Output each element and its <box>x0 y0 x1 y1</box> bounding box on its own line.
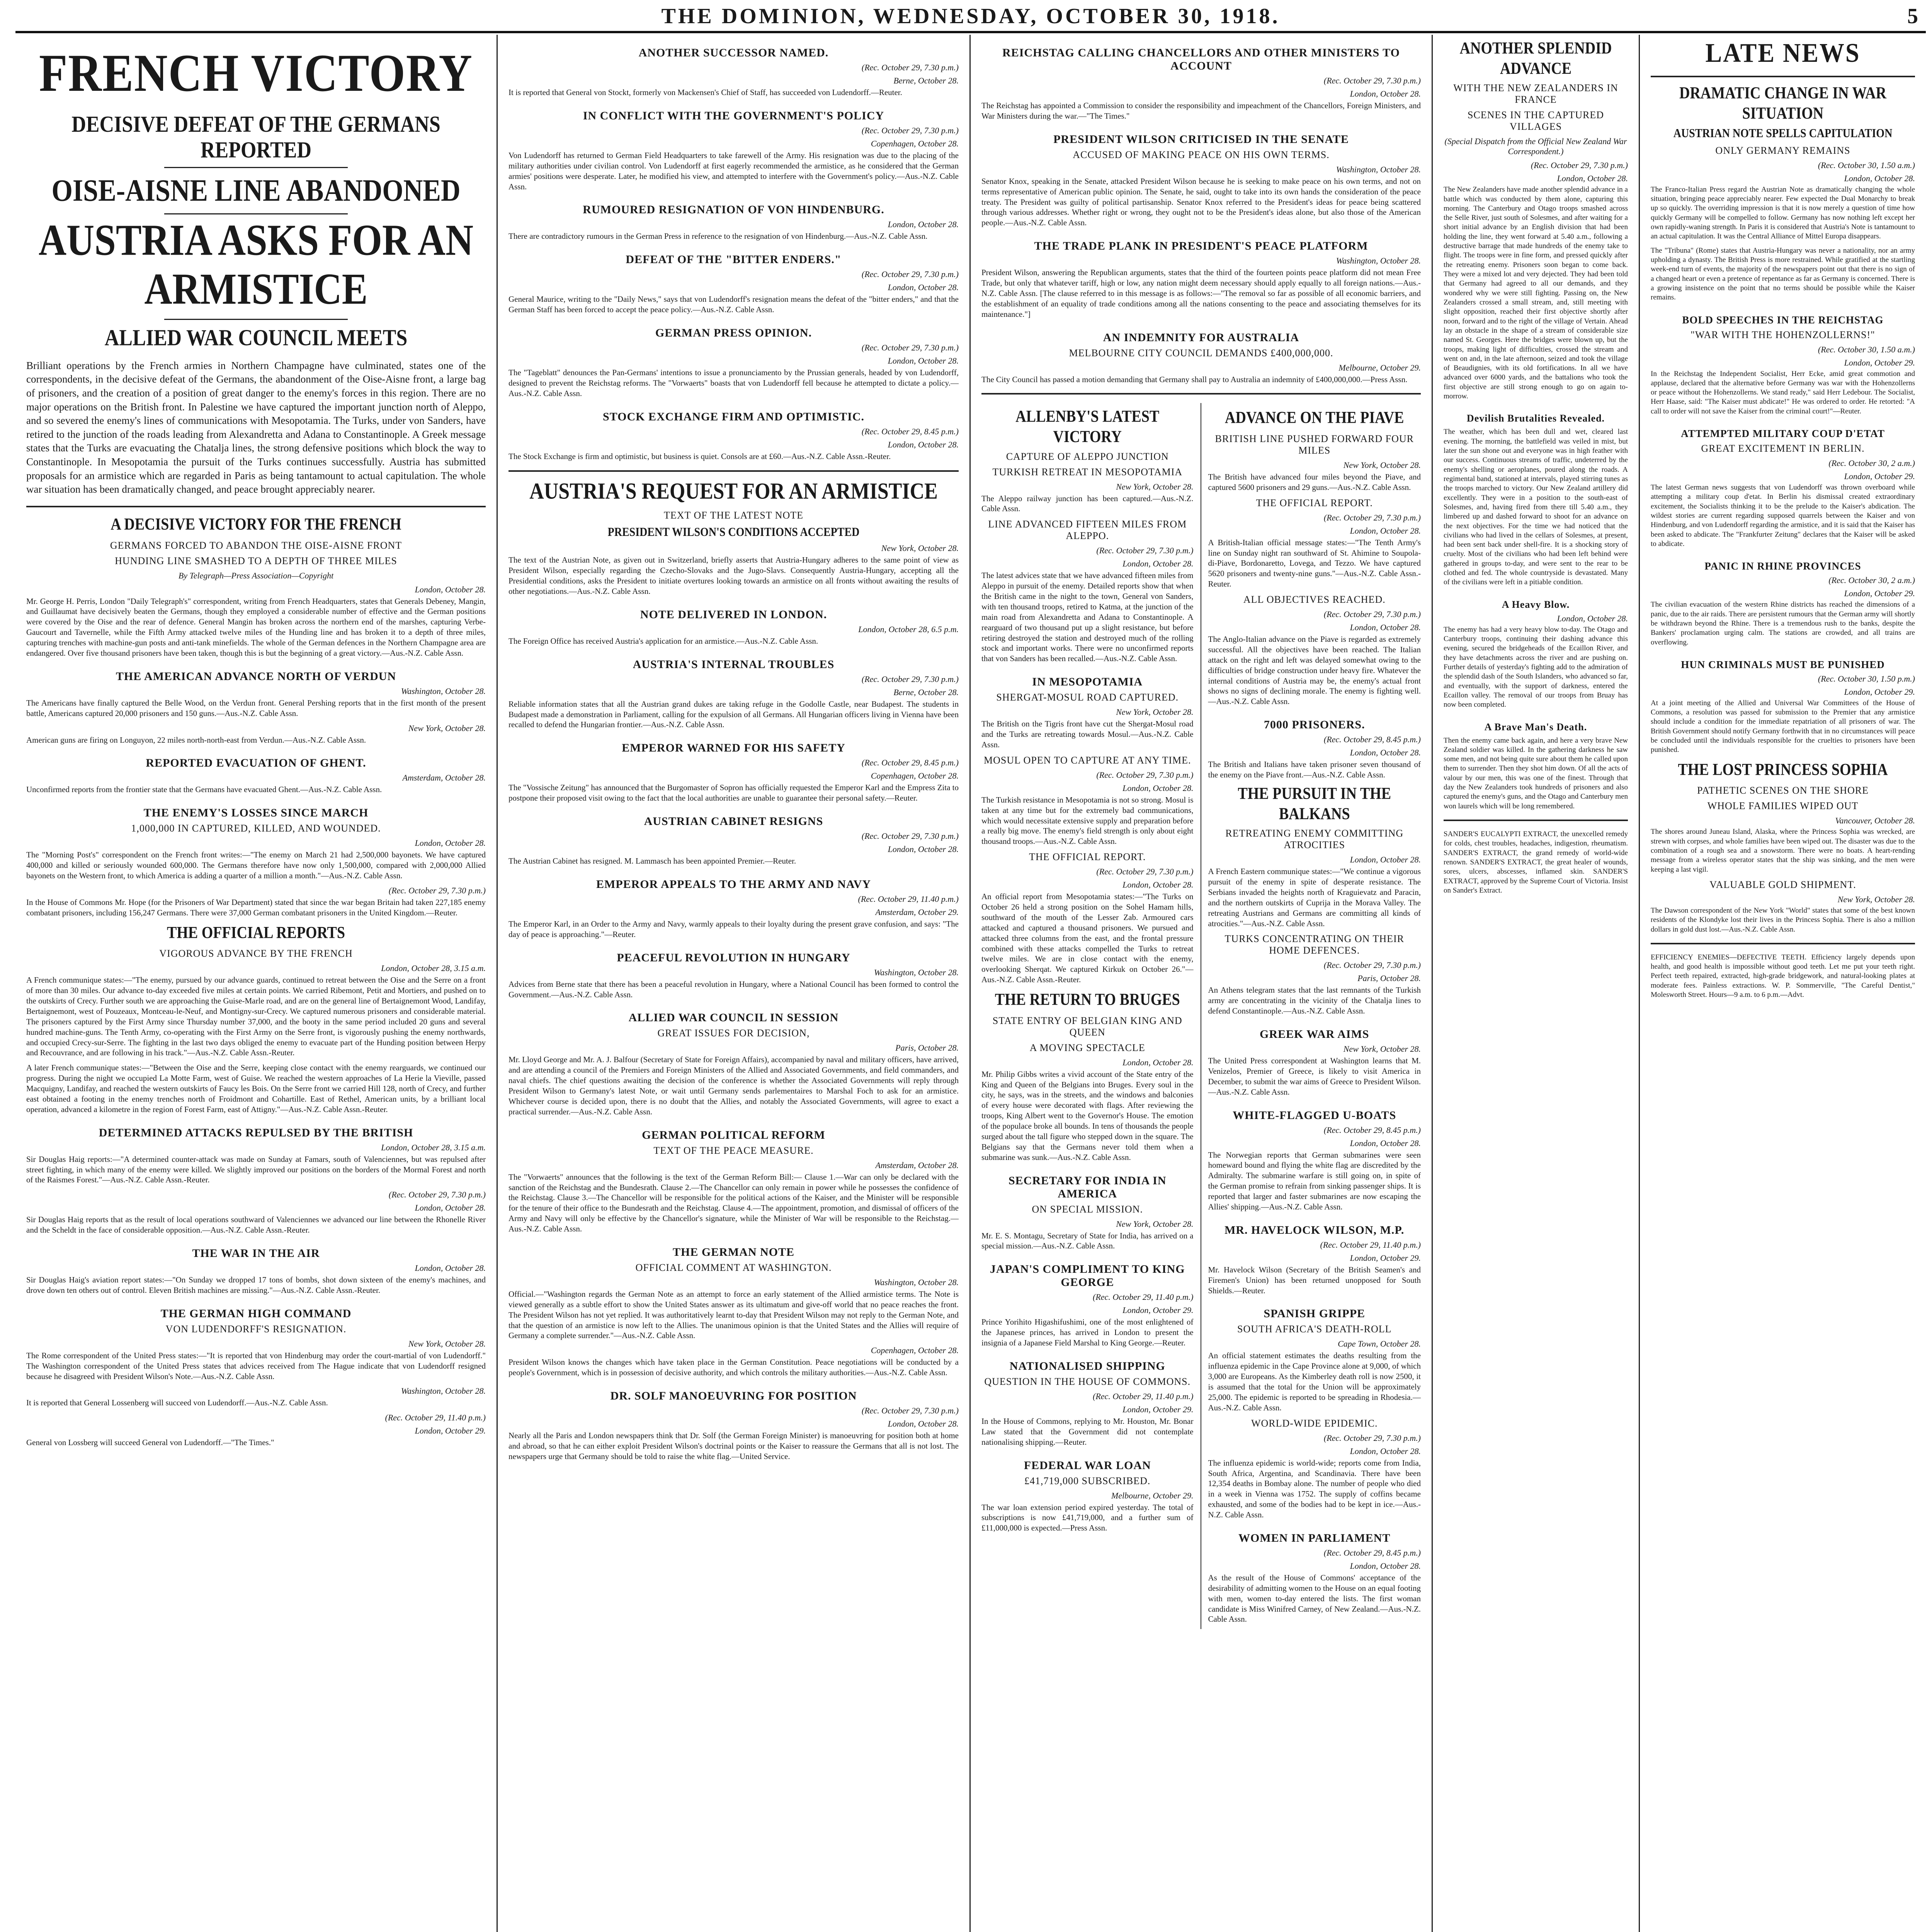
dateline: (Rec. October 29, 11.40 p.m.) <box>1093 1391 1194 1401</box>
story-body: An Athens telegram states that the last remnants of the Turkish army are concentrating in the vicinity of the Chatalja lines to defend Constantinople.—Aus.-N.Z. Cable Assn. <box>1208 985 1421 1016</box>
advertisement: EFFICIENCY ENEMIES—DEFECTIVE TEETH. Efficiency largely depends upon health, and good health is impossible without good teeth. Let me put your teeth right. Perfect teeth repaired, extracted, high-grade bridgework, and natural-looking plates at moderate fees. Painless extractions. W. P. Sommerville, "The Careful Dentist," Molesworth Street. Hours—9 a.m. to 6 p.m.—Advt. <box>1651 953 1915 999</box>
story-head: EMPEROR APPEALS TO THE ARMY AND NAVY <box>596 878 871 891</box>
story-subhead: SCENES IN THE CAPTURED VILLAGES <box>1467 109 1604 133</box>
dateline: Amsterdam, October 29. <box>875 907 959 917</box>
dateline: (Rec. October 29, 7.30 p.m.) <box>1323 609 1421 619</box>
headline-princess-sophia: THE LOST PRINCESS SOPHIA <box>1678 760 1888 779</box>
story-body: Then the enemy came back again, and here a very brave New Zealand soldier was killed. In the gathering darkness he saw some men, and not being quite sure about them he called upon them to surrender. Then they shot him down. Of all the acts of valour by our men, this was one of the finest. Through that day the New Zealanders took hundreds of prisoners and also captured the enemy's guns, and the Otago and Canterbury men won laurels which will be long remembered. <box>1444 736 1628 810</box>
story-head: PANIC IN RHINE PROVINCES <box>1704 560 1861 572</box>
dateline: (Rec. October 29, 7.30 p.m.) <box>388 1190 486 1200</box>
story-body: President Wilson knows the changes which have taken place in the German Constitution. Peace negotiations will be conducted by a people's Government, which is in possession of decisive authority, and which controls the military authorities.—Aus.-N.Z. Cable Assn. <box>509 1357 959 1378</box>
story-subhead: TURKISH RETREAT IN MESOPOTAMIA <box>992 466 1183 478</box>
story-body: The weather, which has been dull and wet, cleared last evening. The morning, the battlefield was veiled in mist, but later the sun shone out and everyone was in high feather with our success. Continuous streams of traffic, undeterred by the enemy's shelling or aeroplanes, poured along the roads. A regimental band, stationed at intervals, played stirring tunes as the troops marched to victory. Our New Zealand artillery did excellently. They were in a position to the south-east of Solesmes, and, having fired from there till 5.40 a.m., they limbered up and dashed forward to shoot for an advance on the next objectives. For the time we had noticed that the civilians who had lived in the cellars of Solesmes, at present, had been sent back under shell-fire. It is a shocking story of cruelty. Most of the civilians who had been left behind were gathered in groups to-day, and were sent to the rear to be clothed and fed. The whole countryside is devastated. Many of the civilians were left in a pitiable condition. <box>1444 428 1628 587</box>
dateline: (Rec. October 29, 7.30 p.m.) <box>1323 512 1421 522</box>
story-body: The Americans have finally captured the Belle Wood, on the Verdun front. General Pershing reports that in the first month of the present battle, Americans captured 20,000 prisoners and 150 guns.—Aus.-N.Z. Cable Assn. <box>26 698 486 718</box>
dateline: (Rec. October 29, 11.40 p.m.) <box>385 1413 486 1423</box>
dateline: London, October 28. <box>1350 855 1421 865</box>
dateline: Washington, October 28. <box>874 967 959 977</box>
dateline: London, October 28. <box>1122 783 1194 793</box>
dateline: New York, October 28. <box>408 723 486 733</box>
dateline: (Rec. October 29, 7.30 p.m.) <box>1096 770 1194 780</box>
story-head: SECRETARY FOR INDIA IN AMERICA <box>1009 1174 1167 1200</box>
story-subhead: GREAT EXCITEMENT IN BERLIN. <box>1701 443 1865 454</box>
story-head: PEACEFUL REVOLUTION IN HUNGARY <box>617 951 850 964</box>
dateline: London, October 29. <box>1844 588 1915 599</box>
story-head: PRESIDENT WILSON CRITICISED IN THE SENATE <box>1053 133 1349 146</box>
dateline: New York, October 28. <box>881 543 959 553</box>
story-subhead: LINE ADVANCED FIFTEEN MILES FROM ALEPPO. <box>988 519 1187 542</box>
story-body: Official.—"Washington regards the German Note as an attempt to force an early statement of the Allied armistice terms. The Note is viewed generally as a subtle effort to show the United States answer as its ultimatum and give-off world that no peace reaches the front. The President Wilson has not yet replied. It was authoritatively learnt to-day that President Wilson may not reply to the German Note, and that the question of an armistice is now left to the Allies. The unanimous opinion is that the United States and the Allies will require of Germany a complete surrender."—Aus.-N.Z. Cable Assn. <box>509 1289 959 1340</box>
dateline: London, October 28. <box>1557 173 1628 184</box>
story-body: American guns are firing on Longuyon, 22 miles north-north-east from Verdun.—Aus.-N.Z. Cable Assn. <box>26 735 366 745</box>
headline-bruges: THE RETURN TO BRUGES <box>995 990 1180 1009</box>
dateline: London, October 28. <box>888 844 959 854</box>
dateline: (Rec. October 29, 7.30 p.m.) <box>861 343 959 352</box>
dateline: (Rec. October 30, 1.50 a.m.) <box>1818 344 1915 354</box>
story-subhead: THE OFFICIAL REPORT. <box>1029 851 1146 863</box>
dateline: (Rec. October 30, 2 a.m.) <box>1828 575 1915 585</box>
dateline: London, October 28. <box>415 584 486 594</box>
story-subhead: TURKS CONCENTRATING ON THEIR HOME DEFENCES. <box>1225 933 1404 956</box>
story-subhead: STATE ENTRY OF BELGIAN KING AND QUEEN <box>992 1015 1182 1038</box>
story-body: Mr. Havelock Wilson (Secretary of the British Seamen's and Firemen's Union) has been returned unopposed for South Shields.—Reuter. <box>1208 1265 1421 1295</box>
dateline: London, October 28. <box>1350 748 1421 758</box>
dateline: (Rec. October 29, 11.40 p.m.) <box>858 894 959 904</box>
dateline: London, October 28. <box>1844 173 1915 183</box>
story-body: The Reichstag has appointed a Commission to consider the responsibility and impeachment of the Chancellors, Foreign Ministers, and War Ministers during the war.—"The Times." <box>981 101 1421 121</box>
story-body: Sir Douglas Haig's aviation report states:—"On Sunday we dropped 17 tons of bombs, shot down sixteen of the enemy's machines, and drove down ten others out of control. Eleven British machines are missing."—Aus.-N.Z. Cable Assn.-Reuter. <box>26 1275 486 1295</box>
story-body: President Wilson, answering the Republican arguments, states that the third of the fourteen points peace platform did not mean Free Trade, but only that whatever tariff, high or low, any nation might deem necessary should apply equally to all foreign nations.—Aus.-N.Z. Cable Assn. [The clause referred to in this message is as follows:—"The removal so far as possible of all economic barriers, and the establishment of an equality of trade conditions among all the nations consenting to the peace and associating themselves for its maintenance."] <box>981 268 1421 319</box>
story-head: A DECISIVE VICTORY FOR THE FRENCH <box>111 515 401 534</box>
story-body: In the Reichstag the Independent Socialist, Herr Ecke, amid great commotion and applause, declared that the alternative before Germany was war with the Hohenzollerns or peace without the Hohenzollerns. We stand ready," said Herr Ledebour. The Socialist, Herr Haase, said: "The Kaiser must abdicate!" He was ordered to order. He retorted: "A call to order will not save the Kaiser from the criminal court!"—Reuter. <box>1651 369 1915 415</box>
story-body: The British and Italians have taken prisoner seven thousand of the enemy on the Piave front.—Aus.-N.Z. Cable Assn. <box>1208 760 1421 780</box>
dateline: New York, October 28. <box>1116 481 1194 492</box>
story-body: The influenza epidemic is world-wide; reports come from India, South Africa, Argentina, and Scandinavia. There have been 12,354 deaths in Bombay alone. The number of people who died in a week in Vienna was 1752. The supply of coffins became exhausted, and some of the bodies had to be kept in ice.—Aus.-N.Z. Cable Assn. <box>1208 1458 1421 1520</box>
dateline: London, October 28, 3.15 a.m. <box>381 963 486 973</box>
story-body: Mr. Philip Gibbs writes a vivid account of the State entry of the King and Queen of the Belgians into Bruges. Every soul in the city, he says, was in the streets, and the windows and balconies of every house were decorated with flags. After reviewing the troops, King Albert went to the Governor's House. The emotion of the populace broke all bounds. In tens of thousands the people surged about the tall figure who stepped down in the square. The Belgians say that the Germans never told them when a submarine was sunk.—Aus.-N.Z. Cable Assn. <box>981 1069 1194 1162</box>
story-head: THE AMERICAN ADVANCE NORTH OF VERDUN <box>116 670 396 683</box>
story-subhead: £41,719,000 SUBSCRIBED. <box>1024 1475 1151 1486</box>
story-subhead: WITH THE NEW ZEALANDERS IN FRANCE <box>1453 82 1618 105</box>
dateline: London, October 28. <box>1350 89 1421 99</box>
story-head: WOMEN IN PARLIAMENT <box>1238 1531 1391 1544</box>
story-subhead: VIGOROUS ADVANCE BY THE FRENCH <box>159 948 353 959</box>
dateline: London, October 28. <box>888 282 959 293</box>
headline-austria-request: AUSTRIA'S REQUEST FOR AN ARMISTICE <box>529 478 938 504</box>
story-body: General Maurice, writing to the "Daily News," says that von Ludendorff's resignation means the defeat of the "bitter enders," and that the German Staff has been forced to accept the peace policy.—Aus.-N.Z. Cable Assn. <box>509 294 959 315</box>
headline-piave: ADVANCE ON THE PIAVE <box>1225 408 1404 427</box>
story-head: SPANISH GRIPPE <box>1264 1307 1366 1320</box>
dateline: London, October 28. <box>415 1203 486 1213</box>
story-body: The Austrian Cabinet has resigned. M. Lammasch has been appointed Premier.—Reuter. <box>509 856 796 866</box>
story-body: The shores around Juneau Island, Alaska, where the Princess Sophia was wrecked, are strewn with corpses, and whole families have been wiped out. The disaster was due to the combination of a rough sea and a snowstorm. There were no boats. A heart-rending message from a wireless operator states that the ship was sinking, and the men were keeping a last vigil. <box>1651 828 1915 874</box>
story-head: GREEK WAR AIMS <box>1259 1028 1369 1041</box>
sub-column-pair <box>981 403 1421 1629</box>
story-body: The war loan extension period expired yesterday. The total of subscriptions is now £41,719,000, and a further sum of £11,000,000 is expected.—Press Assn. <box>981 1502 1194 1533</box>
dateline: Copenhagen, October 28. <box>871 138 959 148</box>
headline-dramatic-change: DRAMATIC CHANGE IN WAR SITUATION <box>1679 83 1886 123</box>
story-subhead: SHERGAT-MOSUL ROAD CAPTURED. <box>996 692 1179 703</box>
dateline: London, October 28. <box>1350 1446 1421 1456</box>
story-body: An official report from Mesopotamia states:—"The Turks on October 26 held a strong position on the Sohel Hamam hills, southward of the mouth of the Lesser Zab. Armoured cars attacked and captured a thousand prisoners. We pursued and attacked three columns from the east, and the frontal pressure combined with these attacks compelled the Turks to retreat twelve miles. We are in close contact with the enemy, overlooking Sherqat. We captured Kirkuk on October 26."—Aus.-N.Z. Cable Assn.-Reuter. <box>981 892 1194 985</box>
dateline: (Rec. October 30, 1.50 p.m.) <box>1818 673 1915 684</box>
story-subhead: OFFICIAL COMMENT AT WASHINGTON. <box>635 1262 832 1273</box>
story-body: As the result of the House of Commons' acceptance of the desirability of admitting women to the House on an equal footing with men, women to-day entered the lists. The first woman candidate is Miss Winifred Carney, of New Zealand.—Aus.-N.Z. Cable Assn. <box>1208 1573 1421 1624</box>
dateline: Amsterdam, October 28. <box>402 773 486 783</box>
story-body: The "Tribuna" (Rome) states that Austria-Hungary was never a nationality, nor an army upholding a dynasty. The British Press is more restrained. While gratified at the startling week-end turn of events, the majority of the newspapers point out that there is no sign of a changed heart or even a pretence of repentance as far as Germany is concerned. There is a growing insistence on the point that no terms should be possible while the Kaiser remains. <box>1651 246 1915 302</box>
story-subhead: A MOVING SPECTACLE <box>1029 1042 1145 1053</box>
story-subhead: ON SPECIAL MISSION. <box>1032 1203 1143 1215</box>
dateline: Vancouver, October 28. <box>1835 816 1915 826</box>
dateline: (Rec. October 29, 8.45 p.m.) <box>1323 1125 1421 1135</box>
story-head: NOTE DELIVERED IN LONDON. <box>640 608 827 621</box>
masthead <box>15 4 1926 33</box>
dateline: (Rec. October 29, 7.30 p.m.) <box>861 831 959 841</box>
story-head: EMPEROR WARNED FOR HIS SAFETY <box>622 742 845 755</box>
story-body: The Emperor Karl, in an Order to the Army and Navy, warmly appeals to their loyalty during the present grave confusion, and says: "The day of peace is approaching."—Reuter. <box>509 919 959 939</box>
story-body: Sir Douglas Haig reports:—"A determined counter-attack was made on Sunday at Famars, south of Valenciennes, but was repulsed after street fighting, in which many of the enemy were killed. We slightly improved our positions on the borders of the Mormal Forest and north of the Raismes Forest."—Aus.-N.Z. Cable Assn.-Reuter. <box>26 1154 486 1185</box>
dateline: London, October 29. <box>415 1426 486 1436</box>
dateline: (Rec. October 29, 7.30 p.m.) <box>1096 546 1194 556</box>
dateline: Washington, October 28. <box>1336 164 1421 174</box>
dateline: Cape Town, October 28. <box>1338 1339 1421 1349</box>
page-number: 5 <box>1907 4 1918 28</box>
column-4 <box>1433 35 1640 1932</box>
story-subhead: WHOLE FAMILIES WIPED OUT <box>1707 800 1859 812</box>
story-body: Senator Knox, speaking in the Senate, attacked President Wilson because he is seeking to make peace on his own terms, and not on terms representative of American public opinion. The Senate, he said, ought to take into its own hands the consideration of the peace treaty. The President was guilty of political partisanship. Senator Knox referred to the President's ideas for peace being scattered through various addresses. Whether right or wrong, they ought not to be the President's ideas alone, but also those of the American people.—Aus.-N.Z. Cable Assn. <box>981 176 1421 228</box>
story-subhead: 1,000,000 IN CAPTURED, KILLED, AND WOUNDED. <box>131 823 381 834</box>
dateline: New York, October 28. <box>1837 894 1915 904</box>
dateline: London, October 28. <box>888 219 959 230</box>
story-body: An official statement estimates the deaths resulting from the influenza epidemic in the Cape Province alone at 9,000, of which 3,000 are Europeans. As the Kimberley death roll is now 2500, it is assumed that the total for the Union will be approximately 25,000. The epidemic is reported to be spreading in Rhodesia.—Aus.-N.Z. Cable Assn. <box>1208 1351 1421 1412</box>
dateline: (Rec. October 29, 7.30 p.m.) <box>861 674 959 684</box>
story-subhead: PRESIDENT WILSON'S CONDITIONS ACCEPTED <box>607 525 860 539</box>
story-subhead: VON LUDENDORFF'S RESIGNATION. <box>165 1323 347 1335</box>
dateline: London, October 28. <box>1122 559 1194 569</box>
dateline: New York, October 28. <box>1116 707 1194 717</box>
dateline: (Rec. October 29, 8.45 p.m.) <box>861 758 959 768</box>
advertisement: SANDER'S EUCALYPTI EXTRACT, the unexcelled remedy for colds, chest troubles, headaches, indigestion, rheumatism. SANDER'S EXTRACT, the grand remedy of world-wide renown. SANDER'S EXTRACT, the great healer of wounds, sores, ulcers, abscesses, inflamed skin. SANDER'S EXTRACT, approved by the Supreme Court of Victoria. Insist on Sander's Extract. <box>1444 830 1628 895</box>
story-body: Mr. Lloyd George and Mr. A. J. Balfour (Secretary of State for Foreign Affairs), accompanied by naval and military officers, have arrived, and are attending a council of the Premiers and Foreign Ministers of the Allied and Associated Governments, and field commanders, and naval chiefs. The chief questions awaiting the decision of the conference is whether the Associated Governments will reply through President Wilson to Germany's latest Note, or wait until Germany sends parlementaires to Marshal Foch to ask for an armistice. Whichever course is decided upon, there is no doubt that the Allies, and notably the Associated Governments, will agree to exact a practical surrender.—Aus.-N.Z. Cable Assn. <box>509 1055 959 1116</box>
dateline: London, October 28. <box>888 1419 959 1429</box>
story-head: AUSTRIAN CABINET RESIGNS <box>644 815 823 828</box>
dateline: Washington, October 28. <box>1336 256 1421 266</box>
dateline: Melbourne, October 29. <box>1111 1490 1194 1500</box>
story-body: The Turkish resistance in Mesopotamia is not so strong. Mosul is taken at any time but for the extremely bad communications, which would necessitate extensive supply and preparation before a really big move. The enemy's field strength is only about eight thousand troops.—Aus.-N.Z. Cable Assn. <box>981 795 1194 846</box>
story-head: THE GERMAN NOTE <box>672 1245 795 1259</box>
story-body: Von Ludendorff has returned to German Field Headquarters to take farewell of the Army. His resignation was due to the placing of the military authorities under civilian control. Von Ludendorff at first eagerly recommended the armistice, as he considered that the German armies' positions were desperate. Later, he modified his view, and attempted to interfere with the Government's policy.—Aus.-N.Z. Cable Assn. <box>509 150 959 191</box>
dateline: London, October 28. <box>1350 1138 1421 1148</box>
story-body: The New Zealanders have made another splendid advance in a battle which was conducted by them alone, capturing this morning. The Canterbury and Otago troops smashed across the Selle River, just south of Solesmes, and after waiting for a short initial advance by an English division that had been holding the line, they went forward at 5.40 a.m., following a destructive barrage that made hundreds of the enemy take to flight. The troops were in fine form, and pressed quickly after the retreating enemy. Prisoners soon began to come back. They were a mixed lot and very dejected. They had been told that Germany had agreed to all our demands, and they wondered why we were still fighting. Passing on, the New Zealanders crossed a small stream, and, still meeting with slight opposition, reached their first objective shortly after noon, forward and to the right of the village of Vertain. Ahead lay an obstacle in the shape of a stream of considerable size named St. Georges. Here the bridges were blown up, but the troops, making light of difficulties, crossed the stream and went on and, in the late afternoon, seized and took the village of Beaudignies, with its old fortifications. In all we have advanced over 6000 yards, and the battalions who took the first objective are still strong enough to go on again to-morrow. <box>1444 185 1628 401</box>
story-head: 7000 PRISONERS. <box>1264 718 1365 731</box>
column-2 <box>498 35 971 1932</box>
byline: By Telegraph—Press Association—Copyright <box>178 570 334 580</box>
dateline: New York, October 28. <box>1343 460 1421 470</box>
dateline: New York, October 28. <box>408 1338 486 1349</box>
headline-allenby: ALLENBY'S LATEST VICTORY <box>1015 407 1160 446</box>
dateline: London, October 28, 6.5 p.m. <box>858 624 959 634</box>
byline: (Special Dispatch from the Official New Zealand War Correspondent.) <box>1444 136 1627 156</box>
story-body: There are contradictory rumours in the German Press in reference to the resignation of von Hindenburg.—Aus.-N.Z. Cable Assn. <box>509 231 928 241</box>
story-head: THE ENEMY'S LOSSES SINCE MARCH <box>143 806 369 820</box>
story-body: The Franco-Italian Press regard the Austrian Note as dramatically changing the whole situation, bringing peace appreciably nearer. Few expected the Dual Monarchy to break up so quickly. The overriding impression is that it is now merely a question of time how quickly Germany will be compelled to follow. Germany has now nothing left except her own rapidly-waning strength. In Paris it is considered that Austria's Note is tantamount to an actual capitulation. It was the Central Alliance of Mittel Europa disappears. <box>1651 185 1915 241</box>
story-head: IN CONFLICT WITH THE GOVERNMENT'S POLICY <box>583 109 884 122</box>
dateline: (Rec. October 29, 7.30 p.m.) <box>1323 76 1421 85</box>
story-head: HUN CRIMINALS MUST BE PUNISHED <box>1681 658 1885 670</box>
story-head: ALLIED WAR COUNCIL IN SESSION <box>628 1011 839 1024</box>
story-head: MR. HAVELOCK WILSON, M.P. <box>1225 1223 1405 1236</box>
headline-oise-aisne: OISE-AISNE LINE ABANDONED <box>51 173 461 208</box>
story-body: The "Vossische Zeitung" has announced that the Burgomaster of Sopron has officially requested the Emperor Karl and the Empress Zita to postpone their proposed visit owing to the fact that the local authorities are unable to guarantee their personal safety.—Reuter. <box>509 783 959 803</box>
story-head: THE OFFICIAL REPORTS <box>167 923 345 942</box>
dateline: Washington, October 28. <box>401 1386 486 1396</box>
story-body: Reliable information states that all the Austrian grand dukes are taking refuge in the Godolle Castle, near Budapest. The students in Budapest made a demonstration in Parliament, calling for the expulsion of all Germans. All Hungarian officers living in Vienna have been recalled to defend the Hungarian frontier.—Aus.-N.Z. Cable Assn. <box>509 699 959 730</box>
dateline: Paris, October 28. <box>895 1043 959 1053</box>
dateline: (Rec. October 29, 11.40 p.m.) <box>1320 1240 1421 1250</box>
story-body: Mr. E. S. Montagu, Secretary of State for India, has arrived on a special mission.—Aus.-N.Z. Cable Assn. <box>981 1231 1194 1251</box>
story-body: The United Press correspondent at Washington learns that M. Venizelos, Premier of Greece, is likely to visit America in December, to submit the war aims of Greece to President Wilson.—Aus.-N.Z. Cable Assn. <box>1208 1056 1421 1097</box>
story-body: The Anglo-Italian advance on the Piave is regarded as extremely successful. All the objectives have been reached. The Italian attack on the right and left was delayed somewhat owing to the difficulties of bridge construction under heavy fire. Whatever the internal conditions of Austria may be, the enemy's actual front shows no signs of declining morale. The enemy is fighting well.—Aus.-N.Z. Cable Assn. <box>1208 634 1421 706</box>
dateline: London, October 28, 3.15 a.m. <box>381 1142 486 1152</box>
story-head: THE GERMAN HIGH COMMAND <box>160 1307 352 1320</box>
story-subhead: WORLD-WIDE EPIDEMIC. <box>1251 1417 1378 1429</box>
dateline: Copenhagen, October 28. <box>871 771 959 781</box>
dateline: Copenhagen, October 28. <box>871 1345 959 1355</box>
story-head: REPORTED EVACUATION OF GHENT. <box>146 757 366 770</box>
story-body: The "Tageblatt" denounces the Pan-Germans' intentions to issue a pronunciamento by the Prussian generals, headed by von Ludendorff, designed to prevent the Reichstag reforms. The "Vorwaerts" boasts that von Ludendorff fell because he attempted to dictate a policy.—Aus.-N.Z. Cable Assn. <box>509 368 959 398</box>
story-body: The Stock Exchange is firm and optimistic, but business is quiet. Consols are at £60.—Aus.-N.Z. Cable Assn.-Reuter. <box>509 451 891 461</box>
story-body: Nearly all the Paris and London newspapers think that Dr. Solf (the German Foreign Minister) is manoeuvring for position both at home and abroad, so that he can either exploit President Wilson's doctrinal points or the Kaiser to reassure the Germans that all is not lost. The newspapers urge that Germany should be told to raise the white flag.—United Service. <box>509 1431 959 1461</box>
story-head: DEFEAT OF THE "BITTER ENDERS." <box>626 253 842 266</box>
dateline: London, October 28. <box>1350 526 1421 536</box>
story-body: The civilian evacuation of the western Rhine districts has reached the dimensions of a panic, due to the air raids. There are persistent rumours that the German army will shortly be withdrawn beyond the Rhine. There is a tremendous rush to the banks, despite the Bankers' proclamation urging calm. The stations are crowded, and all trains are overflowing. <box>1651 600 1915 646</box>
story-body: The "Morning Post's" correspondent on the French front writes:—"The enemy on March 21 had 2,500,000 bayonets. We have captured 400,000 and killed or seriously wounded 600,000. The Germans therefore have now only 1,500,000, compared with 2,000,000 Allied bayonets on the Western front, to which America is adding a quarter of a million a month."—Aus.-N.Z. Cable Assn. <box>26 850 486 881</box>
story-body: The Foreign Office has received Austria's application for an armistice.—Aus.-N.Z. Cable Assn. <box>509 636 818 646</box>
story-subhead: ACCUSED OF MAKING PEACE ON HIS OWN TERMS. <box>1073 149 1330 160</box>
story-body: A French communique states:—"The enemy, pursued by our advance guards, continued to retreat between the Oise and the Serre on a front of more than 30 miles. Our advance to-day exceeded five miles at certain points. We carried Ribemont, Petit and Mortiers, and pushed on to the outskirts of Crecy. Further south we are approaching the Guise-Marle road, and are on the general line of Bertaignemont Wood, Landifay, Bertaignemont, west of Pouzeaux, Montceau-le-Neuf, and Montigny-sur-Crecy. We captured numerous prisoners and considerable material. The prisoners captured by the First Army since Thursday number 37,000, and the booty in the same period included 20 guns and several hundred machine-guns. The Tenth Army, co-operating with the First Army on the Serre front, is vigorously pushing the enemy northwards, and occupied Crecy-sur-Serre. The fighting in the last two days obliged the enemy to evacuate part of the Hunding position between Herpy and Recouvrance, and are following in his track."—Aus.-N.Z. Cable Assn.-Reuter. <box>26 975 486 1058</box>
late-news-header: LATE NEWS <box>1705 37 1861 68</box>
story-subhead: Devilish Brutalities Revealed. <box>1466 413 1605 424</box>
dateline: London, October 29. <box>1844 687 1915 697</box>
headline-splendid-advance: ANOTHER SPLENDID ADVANCE <box>1459 39 1612 78</box>
story-head: WHITE-FLAGGED U-BOATS <box>1233 1109 1396 1122</box>
dateline: Washington, October 28. <box>874 1277 959 1287</box>
story-head: ATTEMPTED MILITARY COUP D'ETAT <box>1681 428 1885 440</box>
story-body: The enemy has had a very heavy blow to-day. The Otago and Canterbury troops, continuing their dashing advance this evening, secured the bridgeheads of the Ecaillon River, and they have detachments across the river and are pushing on. Further details of yesterday's fighting add to the admiration of the splendid dash of the South Islanders, who advanced so far, and eventually, with the support of darkness, entered the Ecaillon valley. The removal of our troops from Bruay has now been completed. <box>1444 625 1628 709</box>
dateline: London, October 29. <box>1350 1253 1421 1263</box>
story-subhead: A Brave Man's Death. <box>1484 721 1587 733</box>
story-subhead: THE OFFICIAL REPORT. <box>1256 497 1373 509</box>
story-head: NATIONALISED SHIPPING <box>1009 1359 1165 1372</box>
story-body: Mr. George H. Perris, London "Daily Telegraph's" correspondent, writing from French Headquarters, states that Generals Debeney, Mangin, and Guillaumat have decisively beaten the Germans, though they employed a considerable number of effective and the German positions were covered by the Oise and the rear of defence. General Mangin has broken across the northern end of the marshes, capturing Verbe-Gaucourt and Tavernelle, while the Fifth Army attacked twelve miles of the Hunding line and has broken it to a depth of three miles, capturing trenches with machine-gun posts and anti-tank minefields. The whole of the German defences in the Northern Champagne area are endangered. Over five thousand prisoners have been taken, though this is but the beginning of a great victory.—Aus.-N.Z. Cable Assn. <box>26 596 486 658</box>
dateline: (Rec. October 29, 7.30 p.m.) <box>861 125 959 135</box>
dateline: (Rec. October 29, 8.45 p.m.) <box>1323 735 1421 745</box>
dateline: (Rec. October 29, 7.30 p.m.) <box>861 1406 959 1416</box>
dateline: (Rec. October 29, 7.30 p.m.) <box>861 63 959 72</box>
dateline: (Rec. October 29, 11.40 p.m.) <box>1093 1292 1194 1302</box>
story-body: In the House of Commons Mr. Hope (for the Prisoners of War Department) stated that since the war began Britain had taken 227,185 enemy combatant prisoners, including 156,247 Germans. There were 37,000 German combatant prisoners in the United Kingdom.—Reuter. <box>26 897 486 917</box>
story-subhead: GREAT ISSUES FOR DECISION, <box>657 1027 810 1039</box>
dateline: New York, October 28. <box>1343 1044 1421 1054</box>
dateline: (Rec. October 29, 7.30 p.m.) <box>1323 960 1421 970</box>
story-body: A French Eastern communique states:—"We continue a vigorous pursuit of the enemy in spite of desperate resistance. The Serbians invaded the heights north of Kraguievatz and Paracin, and the northern outskirts of Cuprija in the Morava Valley. The retreating Austrians and Germans are committing all kinds of atrocities."—Aus.-N.Z. Cable Assn. <box>1208 867 1421 928</box>
column-3 <box>971 35 1433 1932</box>
story-head: THE WAR IN THE AIR <box>192 1247 320 1260</box>
story-subhead: HUNDING LINE SMASHED TO A DEPTH OF THREE MILES <box>115 555 397 566</box>
story-subhead: MELBOURNE CITY COUNCIL DEMANDS £400,000,000. <box>1069 347 1333 359</box>
headline-war-council: ALLIED WAR COUNCIL MEETS <box>104 325 408 351</box>
dateline: London, October 29. <box>1122 1404 1194 1414</box>
dateline: London, October 28. <box>1122 1057 1194 1067</box>
story-body: It is reported that General von Stockt, formerly von Mackensen's Chief of Staff, has succeeded von Ludendorff.—Reuter. <box>509 88 902 97</box>
dateline: London, October 28. <box>1350 622 1421 633</box>
dateline: (Rec. October 30, 1.50 a.m.) <box>1818 160 1915 170</box>
dateline: Amsterdam, October 28. <box>875 1160 959 1170</box>
story-body: Prince Yorihito Higashifushimi, one of the most enlightened of the Japanese princes, has arrived in London to present the insignia of a Japanese Field Marshal to King George.—Reuter. <box>981 1317 1194 1348</box>
dateline: London, October 28. <box>415 838 486 848</box>
dateline: London, October 29. <box>1844 357 1915 367</box>
dateline: London, October 29. <box>1844 471 1915 481</box>
dateline: New York, October 28. <box>1116 1219 1194 1229</box>
story-subhead: BRITISH LINE PUSHED FORWARD FOUR MILES <box>1215 433 1414 456</box>
headline-french-victory: FRENCH VICTORY <box>39 43 473 102</box>
dateline: London, October 28. <box>1557 613 1628 623</box>
story-head: ANOTHER SUCCESSOR NAMED. <box>638 46 829 59</box>
story-body: A British-Italian official message states:—"The Tenth Army's line on Sunday night ran southward of St. Ahimine to Soupola-di-Piave, Bordonaretto, Lovega, and Tezzo. We have captured 5620 prisoners and twenty-nine guns."—Aus.-N.Z. Cable Assn.-Reuter. <box>1208 537 1421 589</box>
dateline: London, October 29. <box>1122 1305 1194 1315</box>
column-1 <box>15 35 498 1932</box>
story-body: The Rome correspondent of the United Press states:—"It is reported that von Hindenburg may order the court-martial of von Ludendorff." The Washington correspondent of the United Press states that advices received from The Hague indicate that von Ludendorff resigned because he disagreed with President Wilson's Note.—Aus.-N.Z. Cable Assn. <box>26 1350 486 1381</box>
subcolumn-allenby <box>981 403 1201 1629</box>
dateline: (Rec. October 29, 8.45 p.m.) <box>1323 1548 1421 1558</box>
dateline: London, October 28. <box>1122 880 1194 890</box>
headline-capitulation: AUSTRIAN NOTE SPELLS CAPITULATION <box>1673 126 1893 141</box>
story-subhead: ONLY GERMANY REMAINS <box>1715 145 1850 156</box>
dateline: Washington, October 28. <box>401 686 486 696</box>
story-head: AUSTRIA'S INTERNAL TROUBLES <box>633 658 835 671</box>
story-head: BOLD SPEECHES IN THE REICHSTAG <box>1682 314 1884 326</box>
story-head: GERMAN PRESS OPINION. <box>655 327 812 339</box>
dateline: Melbourne, October 29. <box>1338 362 1421 372</box>
story-body: Advices from Berne state that there has been a peaceful revolution in Hungary, where a National Council has been formed to control the Government.—Aus.-N.Z. Cable Assn. <box>509 979 959 999</box>
headline-balkans: THE PURSUIT IN THE BALKANS <box>1238 784 1391 823</box>
dateline: London, October 28. <box>888 356 959 366</box>
story-body: Unconfirmed reports from the frontier state that the Germans have evacuated Ghent.—Aus.-N.Z. Cable Assn. <box>26 785 382 794</box>
story-body: A later French communique states:—"Between the Oise and the Serre, keeping close contact with the enemy rearguards, we continued our progress. During the night we occupied La Motte Farm, west of Guise. We reached the western approaches of La Herie la Vieville, passed Macquigny, Landifay, and reached the western outskirts of Faucy les Bois. On the Serre front we carried Hill 128, north of Crecy, and further east obtained a footing in the enemy trenches north of Froidmont and Cohartille. East of Rethel, American units, by a brilliant local operation, advanced a kilometre in the region of Forest Farm, east of Attigny."—Aus.-N.Z. Cable Assn.-Reuter. <box>26 1063 486 1114</box>
story-subhead: VALUABLE GOLD SHIPMENT. <box>1709 879 1856 890</box>
dateline: (Rec. October 29, 7.30 p.m.) <box>1531 160 1628 170</box>
masthead-title: THE DOMINION, WEDNESDAY, OCTOBER 30, 1918. <box>661 4 1280 28</box>
story-head: IN MESOPOTAMIA <box>1032 675 1143 689</box>
story-body: Sir Douglas Haig reports that as the result of local operations southward of Valenciennes we advanced our line between the Rhonelle River and the Scheldt in the face of considerable opposition.—Aus.-N.Z. Cable Assn.-Reuter. <box>26 1215 486 1235</box>
dateline: London, October 28. <box>888 439 959 449</box>
story-head: RUMOURED RESIGNATION OF VON HINDENBURG. <box>583 203 884 216</box>
story-head: GERMAN POLITICAL REFORM <box>642 1128 825 1141</box>
story-body: It is reported that General Lossenberg will succeed von Ludendorff.—Aus.-N.Z. Cable Assn. <box>26 1398 328 1408</box>
story-subhead: PATHETIC SCENES ON THE SHORE <box>1697 785 1869 796</box>
story-subhead: SOUTH AFRICA'S DEATH-ROLL <box>1237 1323 1392 1335</box>
story-body: At a joint meeting of the Allied and Universal War Committees of the House of Commons, a resolution was passed for submission to the Premier that any armistice should include a condition for the immediate repatriation of all prisoners of war. The British Government should notify Germany forthwith that in no circumstances will peace be concluded until the individuals responsible for the cruelties to prisoners have been punished. <box>1651 699 1915 754</box>
story-body: General von Lossberg will succeed General von Ludendorff.—"The Times." <box>26 1438 274 1447</box>
headline-austria-armistice: AUSTRIA ASKS FOR AN ARMISTICE <box>38 215 474 314</box>
story-body: The latest German news suggests that von Ludendorff was thrown overboard while attempting a military coup d'etat. In Berlin his dismissal created extraordinary excitement, the Socialists thinking it to be the prelude to the Kaiser's abdication. The wildest stories are current regarding supposed quarrels between the Kaiser and von Hindenburg, and von Ludendorff regarding the armistice, and it is said that the Kaiser has been asked to abdicate. The "Frankfurter Zeitung" declares that the Kaiser will be asked to abdicate. <box>1651 483 1915 548</box>
story-head: STOCK EXCHANGE FIRM AND OPTIMISTIC. <box>602 410 865 423</box>
story-head: DR. SOLF MANOEUVRING FOR POSITION <box>610 1389 857 1403</box>
story-subhead: MOSUL OPEN TO CAPTURE AT ANY TIME. <box>984 754 1191 766</box>
dateline: (Rec. October 30, 2 a.m.) <box>1828 458 1915 468</box>
story-subhead: "WAR WITH THE HOHENZOLLERNS!" <box>1690 329 1875 340</box>
story-body: The Aleppo railway junction has been captured.—Aus.-N.Z. Cable Assn. <box>981 493 1194 514</box>
story-head: THE TRADE PLANK IN PRESIDENT'S PEACE PLATFORM <box>1034 240 1368 253</box>
story-body: The text of the Austrian Note, as given out in Switzerland, briefly asserts that Austria-Hungary adheres to the same point of view as President Wilson, especially regarding the Czecho-Slovaks and the Jugo-Slavs. Consequently Austria-Hungary, accepting all the Presidential conditions, asks the President to initiate overtures looking towards an armistice on all fronts without awaiting the results of other negotiations.—Aus.-N.Z. Cable Assn. <box>509 555 959 596</box>
lede-paragraph: Brilliant operations by the French armies in Northern Champagne have culminated, states one of the correspondents, in the decisive defeat of the Germans, the abandonment of the Oise-Aisne front, a large bag of prisoners, and the creation of a position of great danger to the enemy's forces in this region. There are no major operations on the British front. In Palestine we have captured the important junction north of Aleppo, and so severed the enemy's lines of communications with Mesopotamia. The Turks, under von Sanders, have retired to the junction of the roads leading from Alexandretta and Adana to Constantinople. A Greek message states that the Turks are evacuating the Chatalja lines, the strong defensive positions which block the way to Constantinople. In Mesopotamia the pursuit of the Turks continues successfully. Austria has submitted proposals for an armistice which are regarded in Paris as being tantamount to actual capitulation. The whole war situation has been dramatically changed, and peace brought appreciably nearer. <box>26 359 486 495</box>
story-body: The "Vorwaerts" announces that the following is the text of the German Reform Bill:— Clause 1.—War can only be declared with the sanction of the Reichstag and the Bundesrath. Clause 2.—The Chancellor can only remain in power while he possesses the confidence of the Reichstag. Clause 3.—The Chancellor will be responsible for the political actions of the Kaiser, and the Minister will be responsible for the tenure of their office to the Bundesrath and the Reichstag. Clause 4.—The appointment, promotion, and dismissal of officers of the Army and Navy will only be effective by the Chancellor's signature, while the Minister of War will be responsible to the Reichstag.—Aus.-N.Z. Cable Assn. <box>509 1172 959 1234</box>
dateline: (Rec. October 29, 7.30 p.m.) <box>861 269 959 279</box>
story-head: AN INDEMNITY FOR AUSTRALIA <box>1103 331 1299 344</box>
dateline: Berne, October 28. <box>893 687 959 697</box>
dateline: Paris, October 28. <box>1357 973 1421 983</box>
dateline: (Rec. October 29, 7.30 p.m.) <box>1096 867 1194 877</box>
story-subhead: QUESTION IN THE HOUSE OF COMMONS. <box>984 1376 1191 1387</box>
subcolumn-piave <box>1201 403 1421 1629</box>
story-subhead: ALL OBJECTIVES REACHED. <box>1243 594 1386 605</box>
story-subhead: TEXT OF THE PEACE MEASURE. <box>653 1145 814 1156</box>
dateline: London, October 28. <box>1350 1561 1421 1571</box>
story-subhead: TEXT OF THE LATEST NOTE <box>664 509 803 521</box>
story-subhead: GERMANS FORCED TO ABANDON THE OISE-AISNE FRONT <box>110 539 402 551</box>
story-head: JAPAN'S COMPLIMENT TO KING GEORGE <box>990 1263 1185 1289</box>
dateline: (Rec. October 29, 7.30 p.m.) <box>388 885 486 895</box>
story-subhead: CAPTURE OF ALEPPO JUNCTION <box>1006 451 1169 462</box>
story-body: The British on the Tigris front have cut the Shergat-Mosul road and the Turks are retreating towards Mosul.—Aus.-N.Z. Cable Assn. <box>981 719 1194 749</box>
story-body: The City Council has passed a motion demanding that Germany shall pay to Australia an indemnity of £400,000,000.—Press Assn. <box>981 374 1408 384</box>
story-head: FEDERAL WAR LOAN <box>1024 1459 1151 1472</box>
column-5 <box>1640 35 1926 1932</box>
story-body: The British have advanced four miles beyond the Piave, and captured 5600 prisoners and 29 guns.—Aus.-N.Z. Cable Assn. <box>1208 472 1421 492</box>
story-head: REICHSTAG CALLING CHANCELLORS AND OTHER MINISTERS TO ACCOUNT <box>1002 46 1400 72</box>
dateline: (Rec. October 29, 7.30 p.m.) <box>1323 1433 1421 1443</box>
story-body: In the House of Commons, replying to Mr. Houston, Mr. Bonar Law stated that the Government did not contemplate nationalising shipping.—Reuter. <box>981 1416 1194 1447</box>
dateline: (Rec. October 29, 8.45 p.m.) <box>861 426 959 436</box>
story-body: The Norwegian reports that German submarines were seen homeward bound and flying the white flag are discredited by the Admiralty. The submarine warfare is still going on, in spite of the German promise to refrain from sinking passenger ships. It is reported that larger and faster submarines are now escaping the Allies' shipping.—Aus.-N.Z. Cable Assn. <box>1208 1150 1421 1211</box>
story-body: The Dawson correspondent of the New York "World" states that some of the best known residents of the Klondyke lost their lives in the Princess Sophia. There is also a million dollars in gold dust lost.—Aus.-N.Z. Cable Assn. <box>1651 906 1915 934</box>
dateline: Berne, October 28. <box>893 76 959 85</box>
story-head: DETERMINED ATTACKS REPULSED BY THE BRITISH <box>99 1126 413 1139</box>
story-subhead: A Heavy Blow. <box>1502 599 1570 610</box>
story-subhead: RETREATING ENEMY COMMITTING ATROCITIES <box>1225 828 1404 851</box>
story-body: The latest advices state that we have advanced fifteen miles from Aleppo in pursuit of the enemy. Detailed reports show that when the British came in the night to the town, General von Sanders, with ten thousand troops, retired to Katma, at the junction of the main road from Alexandretta and Adana to Constantinople. A rearguard of two thousand put up a slight resistance, but before retiring destroyed the station and destroyed much of the rolling stock and important works. There were no unconfirmed reports that von Sanders has been recalled.—Aus.-N.Z. Cable Assn. <box>981 571 1194 663</box>
dateline: London, October 28. <box>415 1263 486 1273</box>
headline-decisive-defeat: DECISIVE DEFEAT OF THE GERMANS REPORTED <box>71 112 440 163</box>
